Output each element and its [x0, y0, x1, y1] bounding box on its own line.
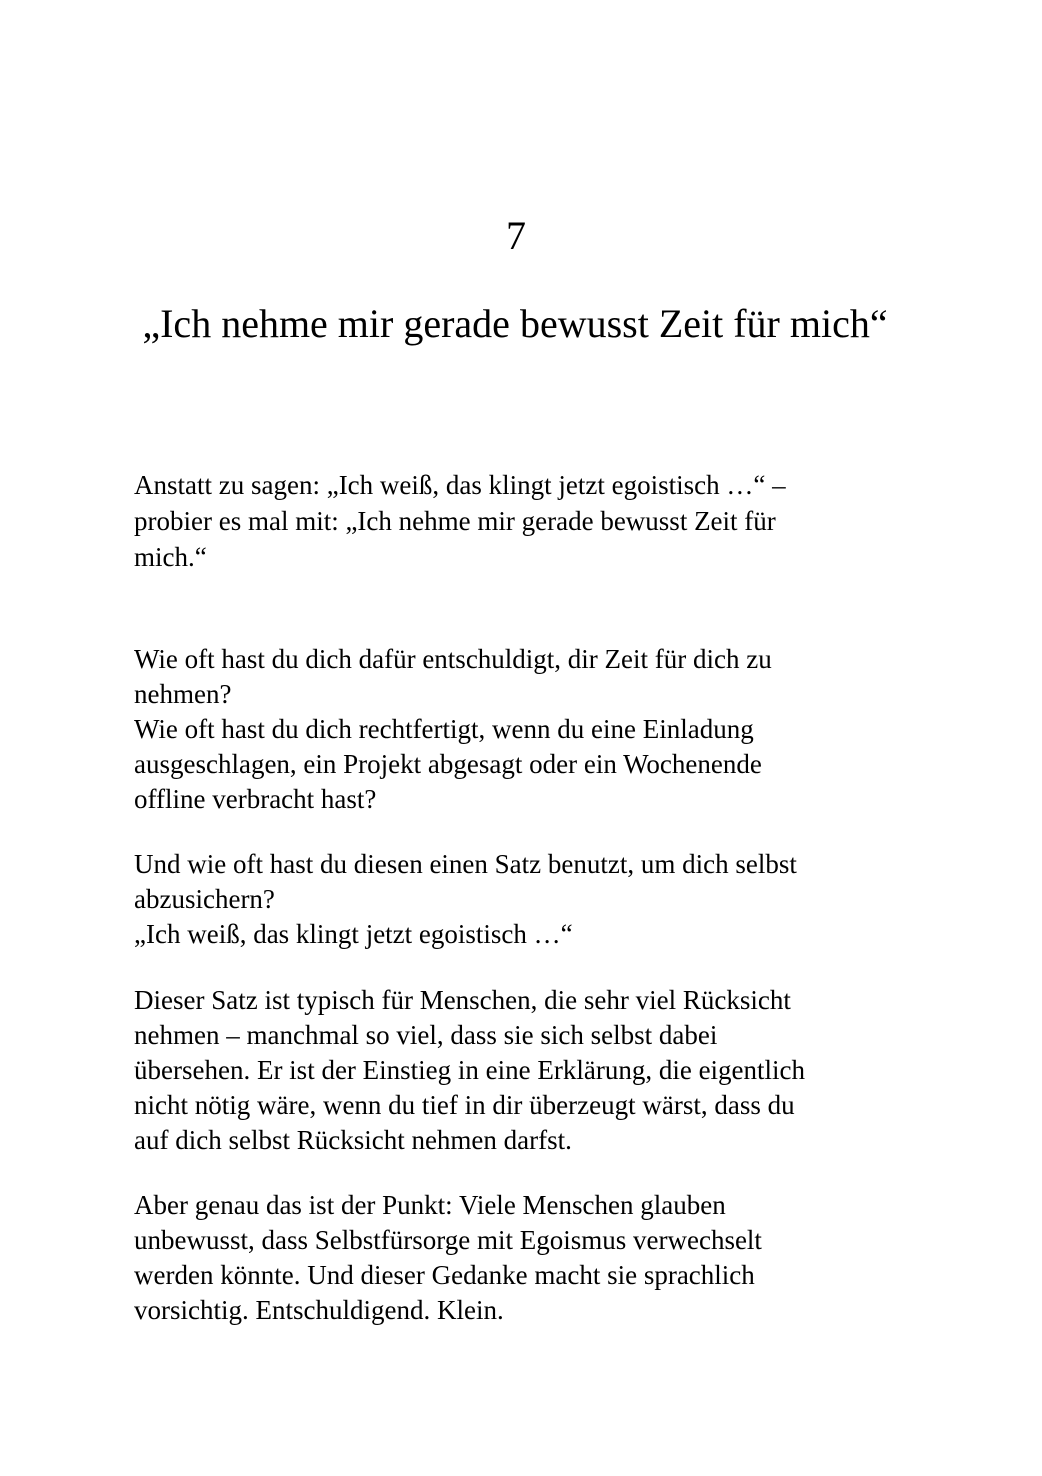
text-line: nehmen – manchmal so viel, dass sie sich selbst dabei [134, 1020, 718, 1050]
chapter-title: „Ich nehme mir gerade bewusst Zeit für mich“ [142, 301, 888, 346]
text-line: „Ich weiß, das klingt jetzt egoistisch …“ [134, 919, 573, 949]
paragraph-conclusion [134, 1188, 894, 1328]
text-line: unbewusst, dass Selbstfürsorge mit Egoismus verwechselt [134, 1225, 762, 1255]
paragraph-questions [134, 642, 894, 817]
chapter-number: 7 [506, 213, 526, 258]
text-line: vorsichtig. Entschuldigend. Klein. [134, 1295, 504, 1325]
text-line: nehmen? [134, 679, 232, 709]
text-line: Aber genau das ist der Punkt: Viele Menschen glauben [134, 1190, 726, 1220]
text-line: abzusichern? [134, 884, 275, 914]
text-line: Wie oft hast du dich dafür entschuldigt, dir Zeit für dich zu [134, 644, 772, 674]
paragraph-sentence [134, 847, 894, 952]
text-line: nicht nötig wäre, wenn du tief in dir überzeugt wärst, dass du [134, 1090, 795, 1120]
text-line: auf dich selbst Rücksicht nehmen darfst. [134, 1125, 572, 1155]
intro-paragraph [134, 467, 894, 575]
text-line: ausgeschlagen, ein Projekt abgesagt oder ein Wochenende [134, 749, 762, 779]
text-line: Wie oft hast du dich rechtfertigt, wenn du eine Einladung [134, 714, 754, 744]
text-line: Und wie oft hast du diesen einen Satz benutzt, um dich selbst [134, 849, 797, 879]
text-line: offline verbracht hast? [134, 784, 377, 814]
text-line: werden könnte. Und dieser Gedanke macht sie sprachlich [134, 1260, 755, 1290]
text-line: Anstatt zu sagen: „Ich weiß, das klingt jetzt egoistisch …“ – [134, 470, 786, 500]
text-line: Dieser Satz ist typisch für Menschen, die sehr viel Rücksicht [134, 985, 791, 1015]
text-line: probier es mal mit: „Ich nehme mir gerade bewusst Zeit für [134, 506, 776, 536]
text-line: mich.“ [134, 542, 207, 572]
paragraph-explanation [134, 983, 894, 1158]
text-line: übersehen. Er ist der Einstieg in eine Erklärung, die eigentlich [134, 1055, 806, 1085]
